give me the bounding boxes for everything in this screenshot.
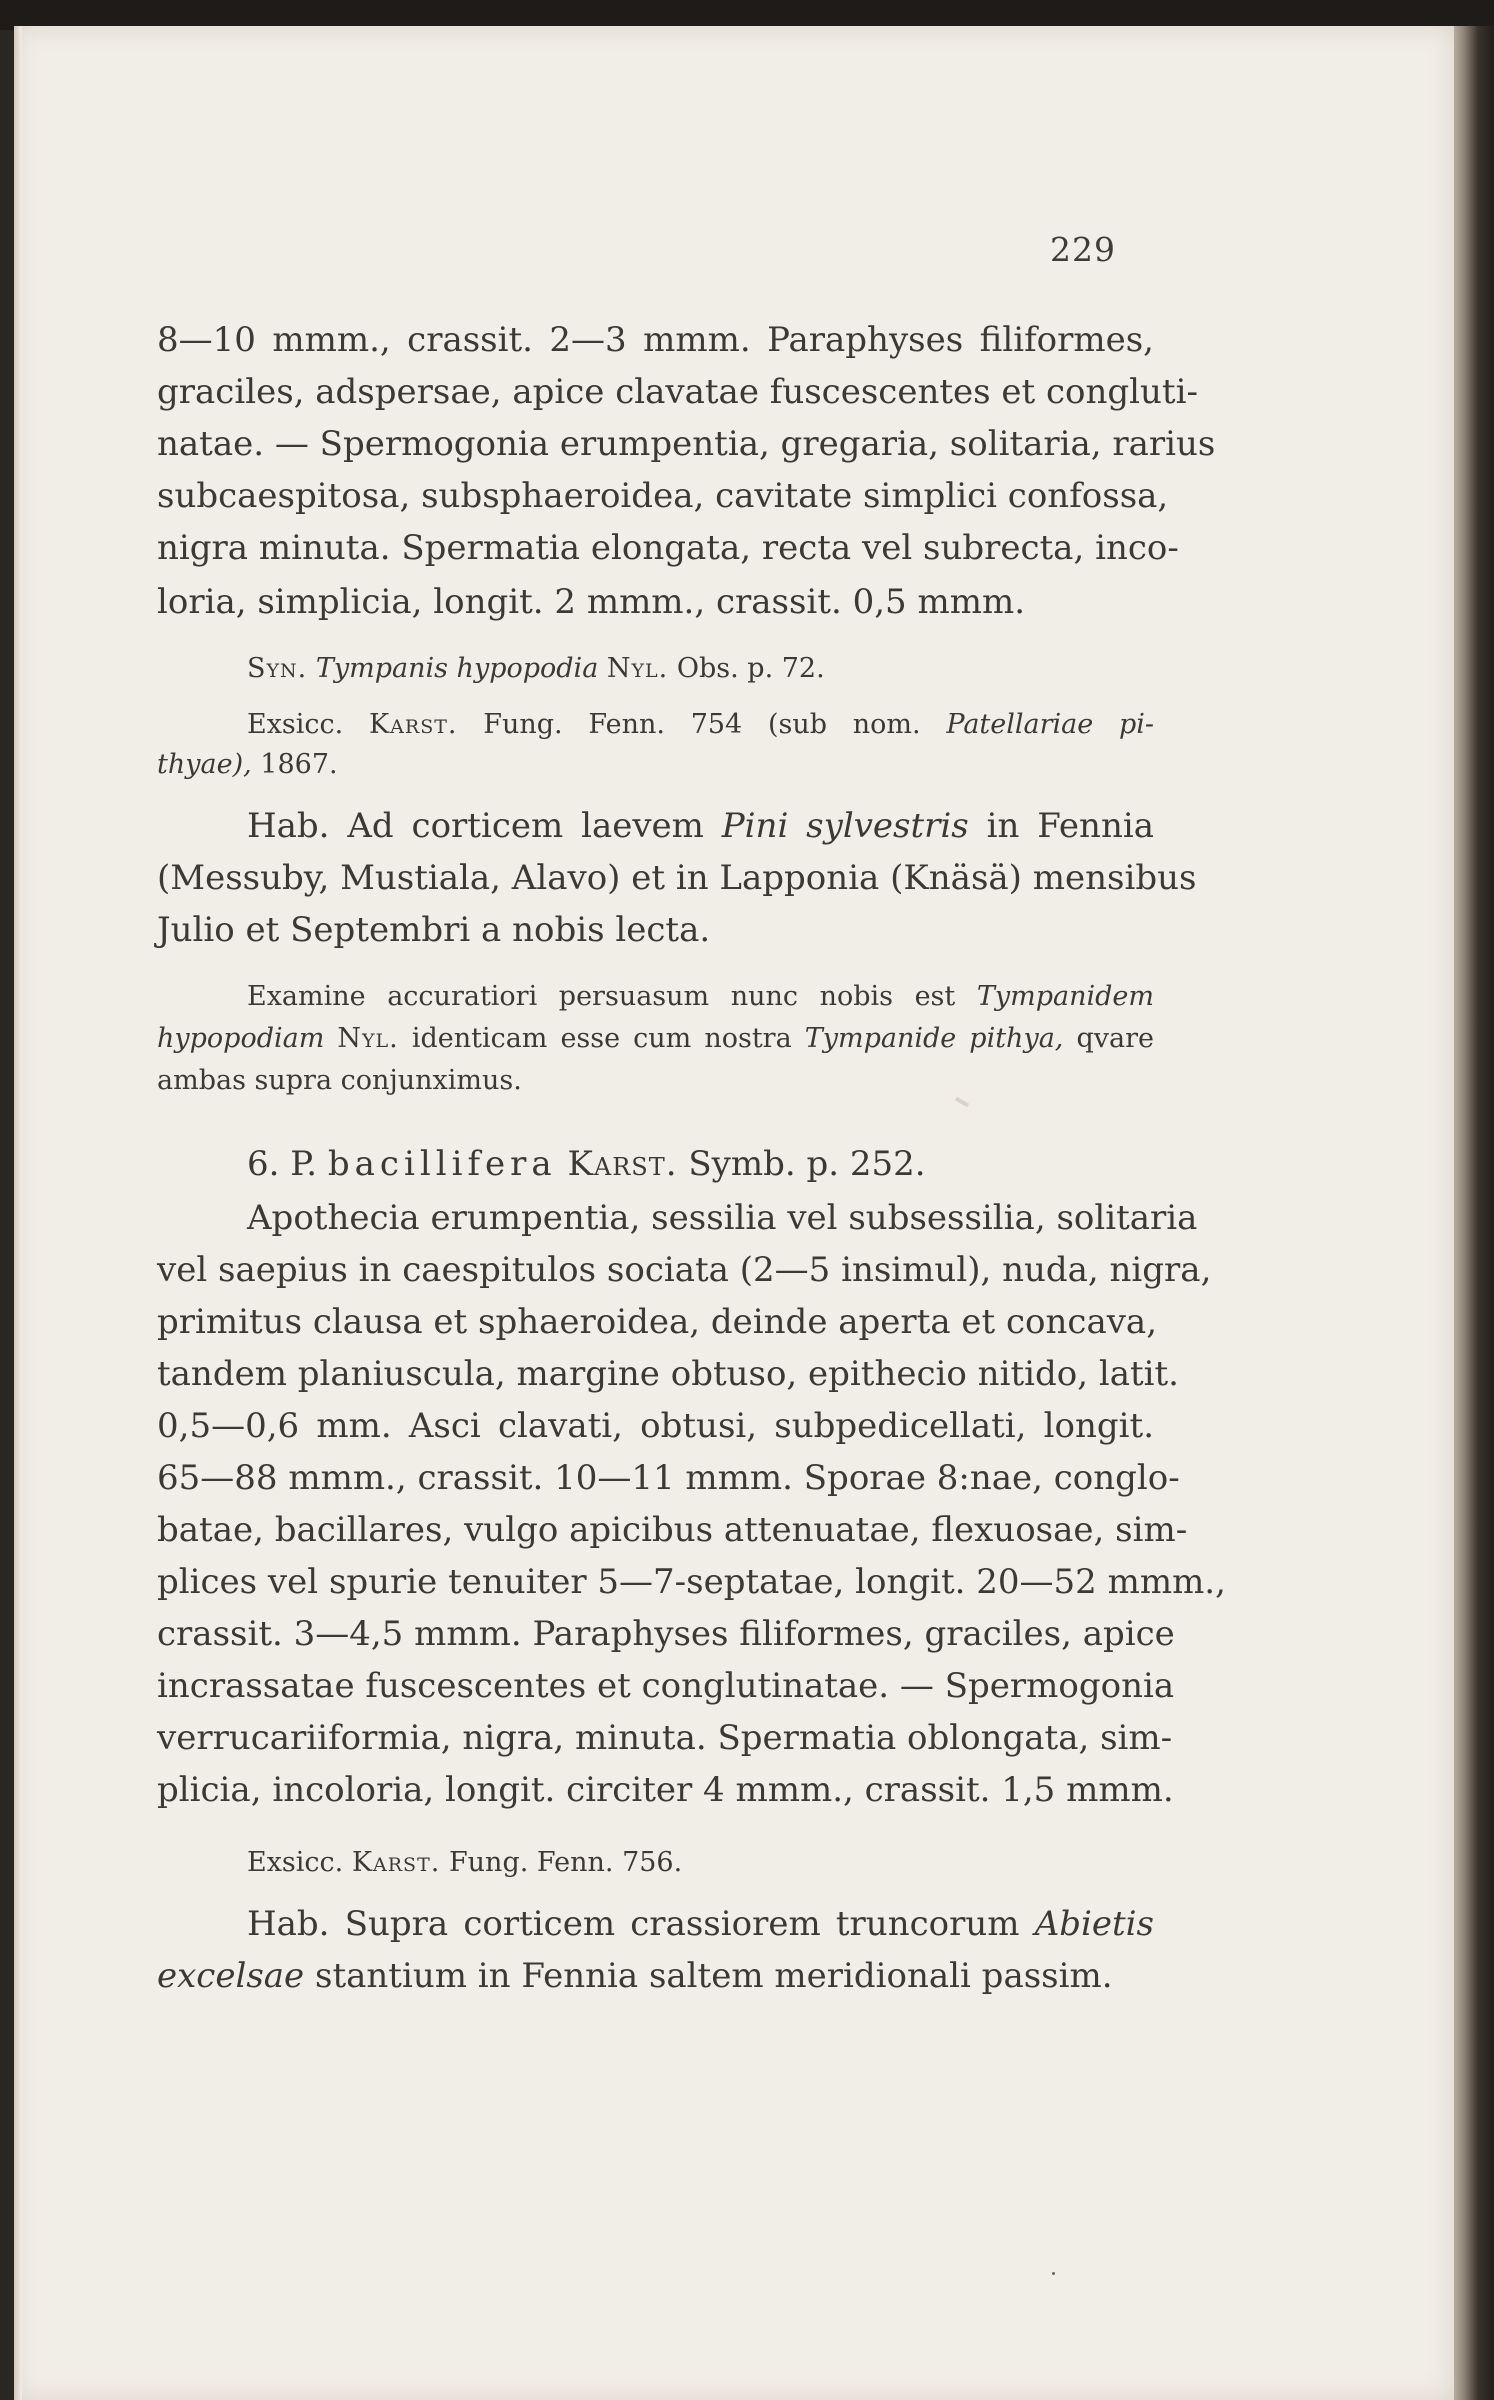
exsicc-label: Exsicc.: [247, 709, 344, 740]
note-line-3: ambas supra conjunximus.: [157, 1065, 522, 1096]
exsicc-author: Karst.: [351, 1847, 441, 1878]
hab-text: Ad corticem laevem: [347, 806, 704, 846]
species-reference: Symb. p. 252.: [688, 1144, 926, 1184]
hab-taxon: Pini sylvestris: [721, 806, 969, 846]
syn-label: Syn.: [247, 653, 308, 684]
text-line: natae. — Spermogonia erumpentia, gregaria, solitaria, rarius: [157, 424, 1216, 464]
species-heading: [247, 1144, 1154, 1184]
habitat-line-2: [157, 1956, 1154, 1996]
text-line: crassit. 3—4,5 mmm. Paraphyses filiformes, graciles, apice: [157, 1614, 1175, 1654]
note-taxon: Tympanidem: [976, 981, 1154, 1012]
note-taxon: hypopodiam: [157, 1023, 325, 1054]
page-edge-shadow: [1454, 26, 1494, 2400]
syn-author: Nyl.: [606, 653, 669, 684]
habitat-line-2: (Messuby, Mustiala, Alavo) et in Lapponia (Knäsä) mensibus: [157, 858, 1197, 898]
text-line: incrassatae fuscescentes et conglutinatae. — Spermogonia: [157, 1666, 1175, 1706]
text-line: Apothecia erumpentia, sessilia vel subsessilia, solitaria: [247, 1198, 1198, 1238]
hab-taxon: excelsae: [157, 1956, 305, 1996]
text-line: batae, bacillares, vulgo apicibus attenuatae, flexuosae, sim-: [157, 1510, 1188, 1550]
synonym-line: [247, 652, 1154, 686]
hab-text: stantium in Fennia saltem meridionali passim.: [315, 1956, 1113, 1996]
syn-reference: Obs. p. 72.: [676, 653, 825, 684]
exsicc-taxon: Patellariae pi-: [946, 709, 1155, 740]
text-line: plicia, incoloria, longit. circiter 4 mmm., crassit. 1,5 mmm.: [157, 1770, 1174, 1810]
species-author: Karst.: [567, 1144, 678, 1184]
note-text: qvare: [1076, 1023, 1154, 1054]
note-text: Examine accuratiori persuasum nunc nobis est: [247, 981, 956, 1012]
exsiccatae-line: [247, 708, 1154, 742]
hab-text: in Fennia: [986, 806, 1154, 846]
exsiccatae-line: [247, 1846, 1154, 1880]
exsicc-label: Exsicc.: [247, 1847, 344, 1878]
text-line: 0,5—0,6 mm. Asci clavati, obtusi, subpedicellati, longit.: [157, 1406, 1154, 1446]
text-line: subcaespitosa, subsphaeroidea, cavitate simplici confossa,: [157, 476, 1169, 516]
note-line: [247, 980, 1154, 1014]
text-line: vel saepius in caespitulos sociata (2—5 insimul), nuda, nigra,: [157, 1250, 1212, 1290]
note-taxon: Tympanide pithya,: [804, 1023, 1064, 1054]
syn-taxon: Tympanis hypopodia: [315, 653, 599, 684]
exsicc-author: Karst.: [369, 709, 458, 740]
text-line: verrucariiformia, nigra, minuta. Spermatia oblongata, sim-: [157, 1718, 1173, 1758]
note-text: identicam esse cum nostra: [411, 1023, 792, 1054]
page-number: 229: [1050, 230, 1116, 269]
hab-label: Hab.: [247, 1904, 330, 1944]
habitat-line: [247, 1904, 1154, 1944]
text-line: primitus clausa et sphaeroidea, deinde aperta et concava,: [157, 1302, 1157, 1342]
print-speck: [1052, 2272, 1055, 2275]
text-line: loria, simplicia, longit. 2 mmm., crassit. 0,5 mmm.: [157, 582, 1025, 622]
text-line: graciles, adspersae, apice clavatae fuscescentes et congluti-: [157, 372, 1198, 412]
note-line-2: [157, 1022, 1154, 1056]
page-gutter-shadow: [14, 26, 22, 2400]
hab-label: Hab.: [247, 806, 330, 846]
hab-text: Supra corticem crassiorem truncorum: [344, 1904, 1020, 1944]
species-genus: P.: [290, 1144, 318, 1184]
exsiccatae-line-2: [157, 748, 1154, 782]
exsicc-taxon-cont: thyae),: [157, 749, 252, 780]
text-line: tandem planiuscula, margine obtuso, epithecio nitido, latit.: [157, 1354, 1179, 1394]
habitat-line: [247, 806, 1154, 846]
hab-taxon: Abietis: [1034, 1904, 1155, 1944]
species-epithet: bacillifera: [327, 1144, 557, 1184]
note-author: Nyl.: [337, 1023, 399, 1054]
exsicc-year: 1867.: [260, 749, 338, 780]
habitat-line-3: Julio et Septembri a nobis lecta.: [157, 910, 711, 950]
text-line: plices vel spurie tenuiter 5—7-septatae, longit. 20—52 mmm.,: [157, 1562, 1226, 1602]
text-line: 65—88 mmm., crassit. 10—11 mmm. Sporae 8:nae, conglo-: [157, 1458, 1180, 1498]
text-line: nigra minuta. Spermatia elongata, recta vel subrecta, inco-: [157, 528, 1179, 568]
species-number: 6.: [247, 1144, 280, 1184]
exsicc-text: Fung. Fenn. 754 (sub nom.: [483, 709, 921, 740]
exsicc-text: Fung. Fenn. 756.: [448, 1847, 683, 1878]
text-line: 8—10 mmm., crassit. 2—3 mmm. Paraphyses filiformes,: [157, 320, 1154, 360]
